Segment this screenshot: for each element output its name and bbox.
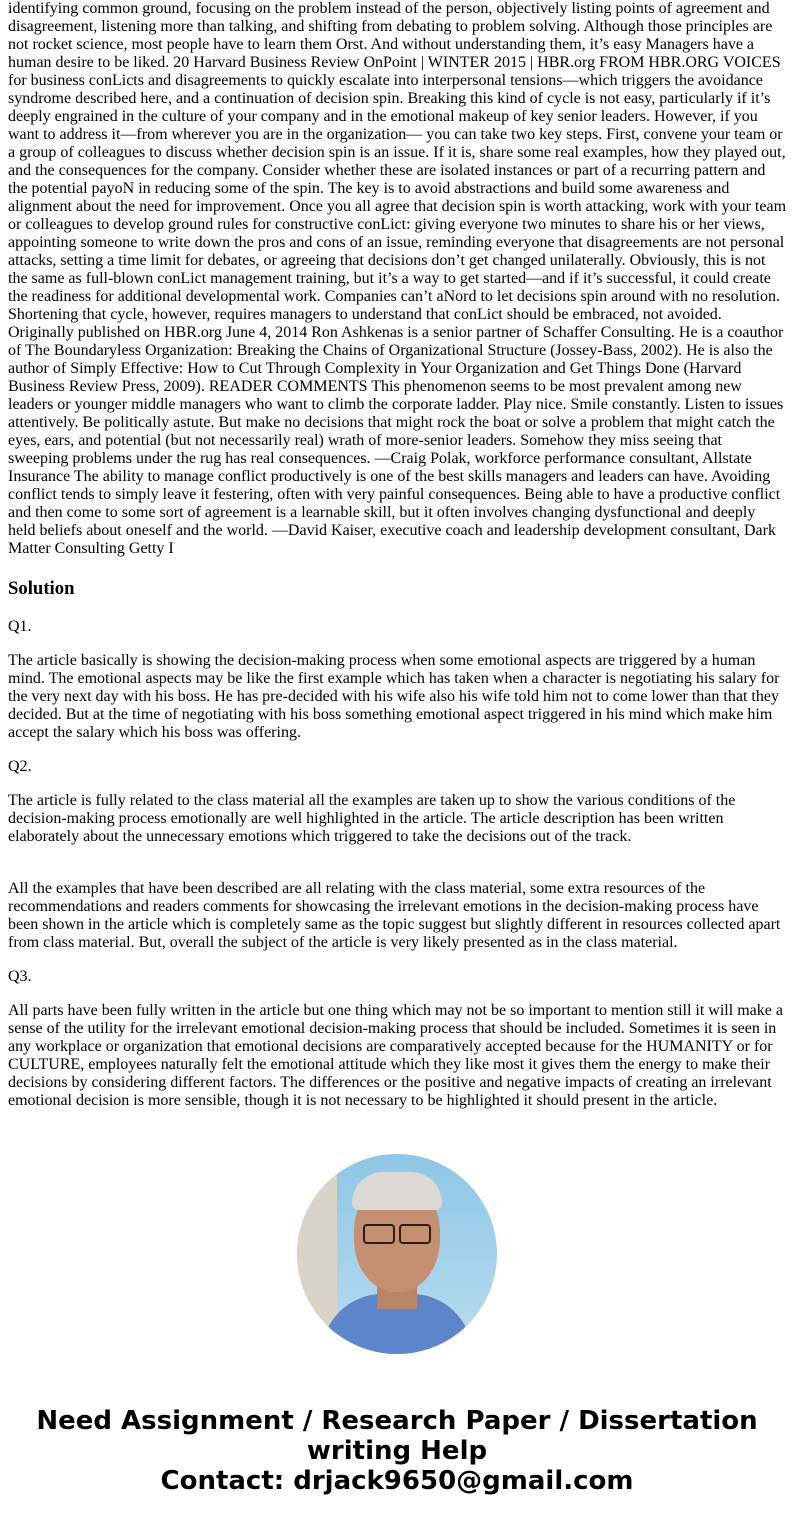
author-avatar bbox=[297, 1154, 497, 1354]
spacer bbox=[8, 862, 786, 880]
author-avatar-container bbox=[0, 1154, 794, 1354]
avatar-hair bbox=[352, 1172, 442, 1210]
solution-heading: Solution bbox=[8, 578, 75, 599]
q3-label: Q3. bbox=[8, 968, 32, 985]
q1-label: Q1. bbox=[8, 618, 32, 635]
q3-answer: All parts have been fully written in the article but one thing which may not be so important to mention still it will make a sense of the utility for the irrelevant emotional decision-making process that should be included. Sometimes it is seen in any workplace or organization that emotional decisions are comparatively accepted because for the HUMANITY or for CULTURE, employees naturally felt the emotional attitude which they like most it gives them the energy to make their decisions by considering different factors. The differences or the positive and negative impacts of creating an irrelevant emotional decision is more sensible, though it is not necessary to be highlighted it should present in the article. bbox=[8, 1002, 783, 1109]
q2-answer-1: The article is fully related to the class material all the examples are taken up to show the various conditions of the decision-making process emotionally are well highlighted in the article. The article description has been written elaborately about the unnecessary emotions which triggered to take the decisions out of the track. bbox=[8, 792, 736, 845]
q1-answer: The article basically is showing the decision-making process when some emotional aspects are triggered by a human mind. The emotional aspects may be like the first example which has taken when a character is negotiating his salary for the very next day with his boss. He has pre-decided with his wife also his wife told him not to come lower than that they decided. But at the time of negotiating with his boss something emotional aspect triggered in his mind which make him accept the salary which his boss was offering. bbox=[8, 652, 780, 741]
contact-banner bbox=[0, 1406, 794, 1496]
q2-answer-2: All the examples that have been described are all relating with the class material, some extra resources of the recommendations and readers comments for showcasing the irrelevant emotions in the decision-making process have been shown in the article which is completely same as the topic suggest but slightly different in resources collected apart from class material. But, overall the subject of the article is very likely presented as in the class material. bbox=[8, 880, 781, 951]
help-headline: Need Assignment / Research Paper / Dissertation writing Help bbox=[36, 1406, 758, 1466]
avatar-glasses bbox=[363, 1224, 431, 1240]
contact-email: Contact: drjack9650@gmail.com bbox=[160, 1466, 634, 1496]
article-text: identifying common ground, focusing on the problem instead of the person, objectively listing points of agreement and disagreement, listening more than talking, and shifting from debating to problem solving. Although those principles are not rocket science, most people have to learn them Orst. And without understanding them, it’s easy Managers have a human desire to be liked. 20 Harvard Business Review OnPoint | WINTER 2015 | HBR.org FROM HBR.ORG VOICES for business conLicts and disagreements to quickly escalate into interpersonal tensions—which triggers the avoidance syndrome described here, and a continuation of decision spin. Breaking this kind of cycle is not easy, particularly if it’s deeply engrained in the culture of your company and in the emotional makeup of key senior leaders. However, if you want to address it—from wherever you are in the organization— you can take two key steps. First, convene your team or a group of colleagues to discuss whether decision spin is an issue. If it is, share some real examples, how they played out, and the consequences for the company. Consider whether these are isolated instances or part of a recurring pattern and the potential payoN in reducing some of the spin. The key is to avoid abstractions and build some awareness and alignment about the need for improvement. Once you all agree that decision spin is worth attacking, work with your team or colleagues to develop ground rules for constructive conLict: giving everyone two minutes to share his or her views, appointing someone to write down the pros and cons of an issue, reminding everyone that disagreements are not personal attacks, setting a time limit for debates, or agreeing that decisions don’t get changed unilaterally. Obviously, this is not the same as full-blown conLict management training, but it’s a way to get started—and if it’s successful, it could create the readiness for additional developmental work. Companies can’t aNord to let decisions spin around with no resolution. Shortening that cycle, however, requires managers to understand that conLict should be embraced, not avoided. Originally published on HBR.org June 4, 2014 Ron Ashkenas is a senior partner of Schaffer Consulting. He is a coauthor of The Boundaryless Organization: Breaking the Chains of Organizational Structure (Jossey-Bass, 2002). He is also the author of Simply Effective: How to Cut Through Complexity in Your Organization and Get Things Done (Harvard Business Review Press, 2009). READER COMMENTS This phenomenon seems to be most prevalent among new leaders or younger middle managers who want to climb the corporate ladder. Play nice. Smile constantly. Listen to issues attentively. Be politically astute. But make no decisions that might rock the boat or solve a problem that might catch the eyes, ears, and potential (but not necessarily real) wrath of more-senior leaders. Somehow they miss seeing that sweeping problems under the rug has real consequences. —Craig Polak, workforce performance consultant, Allstate Insurance The ability to manage conflict productively is one of the best skills managers and leaders can have. Avoiding conflict tends to simply leave it festering, often with very painful consequences. Being able to have a productive conflict and then come to some sort of agreement is a learnable skill, but it often involves changing dysfunctional and deeply held beliefs about oneself and the world. —David Kaiser, executive coach and leadership development consultant, Dark Matter Consulting Getty I bbox=[8, 0, 787, 557]
q2-label: Q2. bbox=[8, 758, 32, 775]
